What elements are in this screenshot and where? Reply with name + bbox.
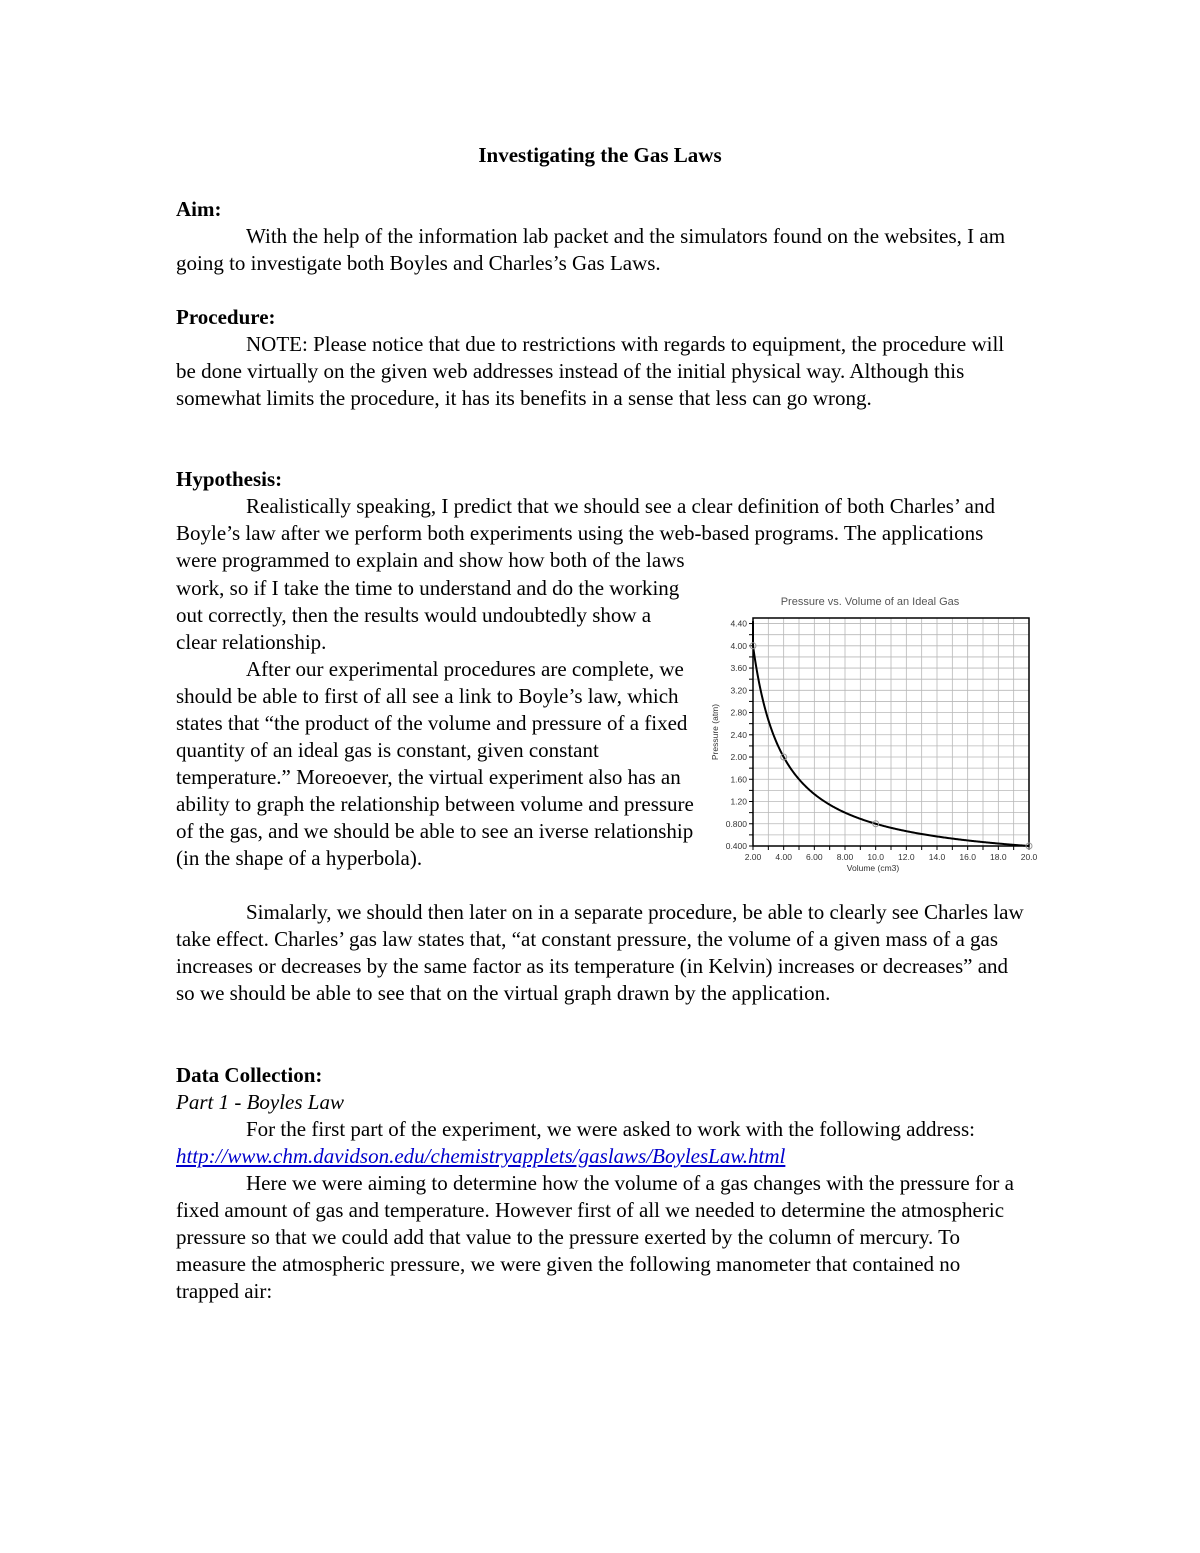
chart-x-tick-label: 8.00 — [836, 852, 854, 862]
hypothesis-wrapped-column — [176, 575, 696, 872]
chart-x-tick-label: 20.0 — [1020, 852, 1038, 862]
aim-text: With the help of the information lab packet and the simulators found on the websites, I am going to investigate both Boyles and Charles’s Gas Laws. — [176, 224, 1006, 275]
chart-y-tick-label: 2.40 — [730, 729, 747, 740]
chart-y-tick-label: 0.400 — [725, 841, 747, 851]
hypothesis-paragraph-1: Realistically speaking, I predict that we should see a clear definition of both Charles’ and Boyle’s law after we perform both experiments using the web-based programs. The applications were programmed to explain and show how both of the laws — [176, 494, 995, 572]
hypothesis-heading: Hypothesis: — [176, 467, 283, 491]
chart-grid — [753, 618, 1029, 846]
chart-x-tick-label: 12.0 — [898, 852, 915, 862]
aim-section — [176, 196, 1026, 277]
chart-x-tick-label: 6.00 — [806, 852, 823, 862]
procedure-text: NOTE: Please notice that due to restrictions with regards to equipment, the procedure will be done virtually on the given web addresses instead of the initial physical way. Although this somewhat limits the procedure, it has its benefits in a sense that less can go wrong. — [176, 332, 1005, 410]
chart-x-tick-label: 16.0 — [959, 852, 976, 862]
part-1-label: Part 1 - Boyles Law — [176, 1090, 344, 1114]
chart-x-tick-label: 2.00 — [744, 852, 762, 862]
document-title: Investigating the Gas Laws — [478, 143, 722, 167]
procedure-heading: Procedure: — [176, 305, 276, 329]
chart-y-tick-label: 2.00 — [730, 752, 747, 763]
chart-x-tick-label: 14.0 — [928, 852, 946, 862]
chart-y-tick-label: 2.80 — [730, 707, 747, 718]
procedure-section — [176, 304, 1026, 412]
chart-y-tick-label: 3.20 — [730, 685, 747, 696]
chart-x-tick-label: 18.0 — [990, 852, 1007, 862]
hypothesis-section — [176, 466, 1026, 574]
paragraph-1-text: For the first part of the experiment, we were asked to work with the following address: — [246, 1117, 975, 1141]
chart-x-tick-label: 10.0 — [867, 852, 884, 862]
pressure-volume-chart — [700, 585, 1045, 880]
chart-y-tick-label: 0.800 — [725, 818, 747, 829]
data-collection-paragraph-1 — [176, 1116, 1026, 1170]
chart-x-tick-label: 4.00 — [775, 852, 792, 862]
hypothesis-paragraph-2: After our experimental procedures are complete, we should be able to first of all see a link to Boyle’s law, which states that “the product of the volume and pressure of a fixed quantity of an ideal gas is constant, given constant temperature.” Moreoever, the virtual experiment also has an ability to graph the relationship between volume and pressure of the gas, and we should be able to see an iverse relationship (in the shape of a hyperbola). — [176, 657, 694, 870]
boyles-law-link[interactable]: http://www.chm.davidson.edu/chemistryapplets/gaslaws/BoylesLaw.html — [176, 1144, 786, 1168]
aim-heading: Aim: — [176, 197, 222, 221]
chart-y-tick-label: 4.40 — [730, 618, 747, 629]
chart-x-axis-label: Volume (cm3) — [846, 863, 900, 873]
hypothesis-paragraph-3: Simalarly, we should then later on in a separate procedure, be able to clearly see Charles law take effect. Charles’ gas law states that, “at constant pressure, the volume of a given mass of a gas increases or decreases by the same factor as its temperature (in Kelvin) increases or decreases” and so we should be able to see that on the virtual graph drawn by the application. — [176, 900, 1024, 1005]
data-collection-section — [176, 1062, 1026, 1305]
chart-y-tick-label: 1.20 — [730, 796, 747, 807]
chart-y-axis-label: Pressure (atm) — [710, 703, 720, 761]
chart-y-tick-label: 3.60 — [730, 663, 747, 674]
chart-title: Pressure vs. Volume of an Ideal Gas — [780, 596, 960, 608]
chart-y-tick-label: 4.00 — [730, 640, 747, 651]
chart-y-tick-label: 1.60 — [730, 774, 747, 785]
hypothesis-paragraph-3-block — [176, 899, 1026, 1007]
data-collection-heading: Data Collection: — [176, 1063, 323, 1087]
data-collection-paragraph-2: Here we were aiming to determine how the volume of a gas changes with the pressure for a fixed amount of gas and temperature. However first of all we needed to determine the atmospheric pressure so that we could add that value to the pressure exerted by the column of mercury. To measure the atmospheric pressure, we were given the following manometer that contained no trapped air: — [176, 1171, 1014, 1303]
hypothesis-paragraph-1-continued: work, so if I take the time to understand and do the working out correctly, then the results would undoubtedly show a clear relationship. — [176, 576, 680, 654]
